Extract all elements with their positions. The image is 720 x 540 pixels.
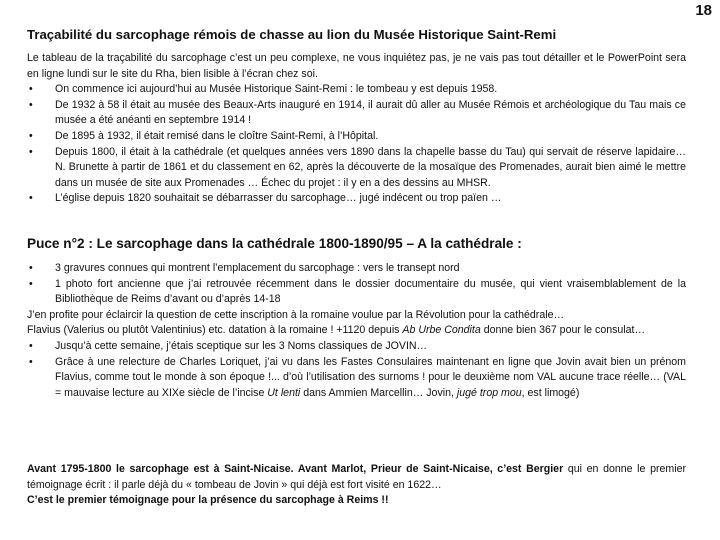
- flavius-paragraph: [27, 323, 686, 339]
- list-item-text: 3 gravures connues qui montrent l’emplacement du sarcophage : vers le transept nord: [55, 262, 460, 274]
- list-item-text: Depuis 1800, il était à la cathédrale (et quelques années vers 1890 dans la chapelle basse du Tau) qui servait de réserve lapidaire… N. Brunette à partir de 1861 et du classement en 62, après la découverte de la mosaïque des Promenades, aurait bien aimé le mettre dans un musée de site aux Promenades … Échec du projet : il y en a des dessins au MHSR.: [55, 145, 686, 189]
- list-item-italic: jugé trop mou: [456, 386, 522, 399]
- bullet-icon: •: [29, 129, 33, 142]
- list-item-text: dans Ammien Marcellin… Jovin,: [300, 386, 457, 399]
- list-item-text: De 1895 à 1932, il était remisé dans le cloître Saint-Remi, à l’Hôpital.: [55, 129, 379, 142]
- list-item: [27, 82, 686, 98]
- section-traceability: [27, 51, 686, 207]
- inscription-paragraph: J’en profite pour éclaircir la question de cette inscription à la romaine voulue par la Révolution pour la cathédrale…: [27, 308, 565, 321]
- conclusion-paragraph: [27, 462, 686, 493]
- intro-paragraph: Le tableau de la traçabilité du sarcophage c’est un peu complexe, ne vous inquiétez pas, je ne vais pas tout détailler et le PowerPoint sera en ligne lundi sur le site du Rha, bien lisible à l’écran chez soi.: [27, 52, 686, 80]
- bullet-icon: •: [29, 339, 33, 352]
- list-item: [27, 145, 686, 192]
- bullet-icon: •: [29, 145, 33, 158]
- paragraph-text: Flavius (Valerius ou plutôt Valentinius) etc. datation à la romaine ! +1120 depuis: [27, 324, 403, 337]
- list-item: [27, 277, 686, 308]
- list-item: [27, 339, 686, 355]
- list-item-text: 1 photo fort ancienne que j’ai retrouvée récemment dans le dossier documentaire du musée, qui vient vraisemblablement de la Bibliothèque de Reims d’avant ou d’après 14-18: [55, 277, 686, 306]
- conclusion-emphasis: C’est le premier témoignage pour la présence du sarcophage à Reims !!: [27, 494, 389, 507]
- bullet-icon: •: [29, 98, 33, 111]
- page-number: 18: [695, 2, 712, 19]
- list-item: [27, 129, 686, 145]
- bullet-icon: •: [29, 83, 33, 96]
- paragraph-italic: Ab Urbe Condita: [402, 324, 481, 337]
- list-item-text: , est limogé): [521, 386, 580, 399]
- conclusion-text: qui en donne le premier témoignage écrit : il parle déjà du « tombeau de Jovin » qui déjà est fort visité en 1622…: [27, 463, 686, 491]
- section-heading: Puce n°2 : Le sarcophage dans la cathédrale 1800-1890/95 – A la cathédrale :: [27, 236, 522, 251]
- section-cathedral: [27, 261, 686, 401]
- list-item: [27, 355, 686, 402]
- bullet-icon: •: [29, 277, 33, 290]
- list-item: [27, 261, 686, 277]
- section-conclusion: [27, 462, 686, 509]
- bullet-icon: •: [29, 262, 33, 274]
- paragraph-text: donne bien 367 pour le consulat…: [480, 324, 646, 337]
- list-item: [27, 191, 686, 207]
- page-title: Traçabilité du sarcophage rémois de chasse au lion du Musée Historique Saint-Remi: [27, 27, 557, 42]
- list-item-text: De 1932 à 58 il était au musée des Beaux-Arts inauguré en 1914, il aurait dû aller au Musée Rémois et archéologique du Tau mais ce musée a été anéanti en septembre 1914 !: [55, 98, 686, 127]
- list-item-text: Jusqu’à cette semaine, j’étais sceptique sur les 3 Noms classiques de JOVIN…: [55, 339, 428, 352]
- bullet-icon: •: [29, 192, 33, 205]
- bullet-icon: •: [29, 355, 33, 368]
- list-item-text: L’église depuis 1820 souhaitait se débarrasser du sarcophage… jugé indécent ou trop païen …: [55, 192, 502, 205]
- conclusion-bold-text: Avant 1795-1800 le sarcophage est à Saint-Nicaise. Avant Marlot, Prieur de Saint-Nicaise, c’est Bergier: [27, 463, 564, 475]
- list-item-italic: Ut lenti: [267, 386, 301, 399]
- list-item: [27, 98, 686, 129]
- list-item-text: On commence ici aujourd’hui au Musée Historique Saint-Remi : le tombeau y est depuis 1958.: [55, 83, 498, 96]
- list-item-text: Grâce à une relecture de Charles Loriquet, j’ai vu dans les Fastes Consulaires maintenant en ligne que Jovin avait bien un prénom Flavius, comme tout le monde à son époque !... d’où l’utilisation des surnoms ! pour le deuxième nom VAL aucune trace réelle… (VAL = mauvaise lecture au XIXe siècle de l’incise: [55, 355, 686, 399]
